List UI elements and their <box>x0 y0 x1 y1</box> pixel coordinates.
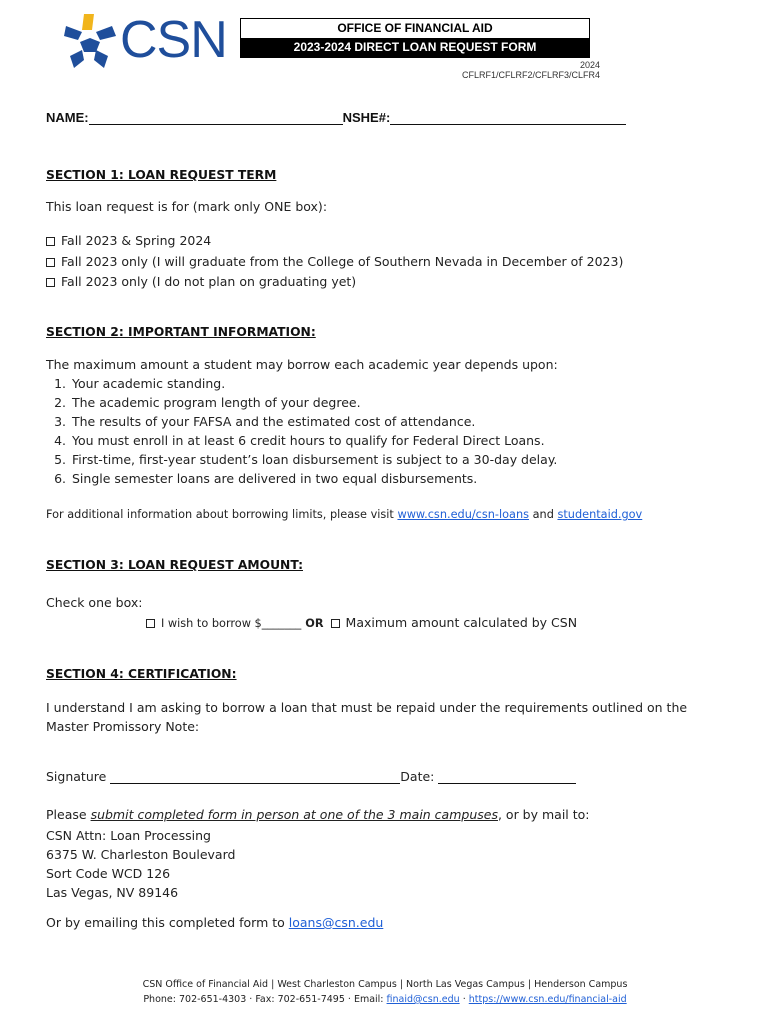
more-info-text: For additional information about borrowing limits, please visit <box>46 508 394 521</box>
term-option-3[interactable] <box>46 274 356 289</box>
checkbox-icon[interactable] <box>46 278 55 287</box>
term-option-1[interactable] <box>46 233 211 248</box>
section3-instruction: Check one box: <box>46 595 143 610</box>
form-header-box <box>240 18 590 58</box>
and-text: and <box>532 508 554 521</box>
submission-instruction <box>46 807 590 822</box>
name-label: NAME: <box>46 110 89 125</box>
submission-prefix: Please <box>46 807 87 822</box>
checkbox-icon[interactable] <box>46 258 55 267</box>
amount-options <box>146 615 577 630</box>
term-option-2[interactable] <box>46 254 623 269</box>
checkbox-icon[interactable] <box>146 619 155 628</box>
address-line: 6375 W. Charleston Boulevard <box>46 847 236 862</box>
finaid-email-link[interactable]: finaid@csn.edu <box>386 994 460 1005</box>
nshe-field[interactable] <box>390 111 626 125</box>
loans-email-link[interactable]: loans@csn.edu <box>288 915 384 930</box>
submission-suffix: , or by mail to: <box>497 807 590 822</box>
email-prefix: Or by emailing this completed form to <box>46 915 285 930</box>
list-item: 1. Your academic standing. <box>70 374 726 393</box>
section1-heading: SECTION 1: LOAN REQUEST TERM <box>46 168 277 182</box>
footer-separator: · <box>462 994 466 1005</box>
footer-campuses: CSN Office of Financial Aid | West Charleston Campus | North Las Vegas Campus | Henderson Campus <box>142 979 628 990</box>
section3-heading: SECTION 3: LOAN REQUEST AMOUNT: <box>46 558 303 572</box>
checkbox-icon[interactable] <box>46 237 55 246</box>
list-item: 4. You must enroll in at least 6 credit hours to qualify for Federal Direct Loans. <box>70 431 726 450</box>
email-line <box>46 915 383 930</box>
section2-heading: SECTION 2: IMPORTANT INFORMATION: <box>46 325 316 339</box>
address-line: Sort Code WCD 126 <box>46 866 171 881</box>
csn-logo <box>62 11 227 70</box>
date-field[interactable] <box>438 770 576 784</box>
star-icon <box>62 12 118 70</box>
signature-field[interactable] <box>110 770 400 784</box>
date-label: Date: <box>400 769 435 784</box>
section1-instruction: This loan request is for (mark only ONE box): <box>46 199 328 214</box>
term-option-label: Fall 2023 & Spring 2024 <box>61 233 212 248</box>
submission-emphasis: submit completed form in person at one of the 3 main campuses <box>90 807 498 822</box>
nshe-label: NSHE#: <box>342 110 391 125</box>
list-item: 2. The academic program length of your degree. <box>70 393 726 412</box>
borrowing-factors-list <box>26 374 726 488</box>
borrow-option[interactable] <box>146 615 301 630</box>
financial-aid-url-link[interactable]: https://www.csn.edu/financial-aid <box>468 994 627 1005</box>
logo-wordmark: CSN <box>120 11 227 69</box>
csn-loans-link[interactable]: www.csn.edu/csn-loans <box>397 508 530 521</box>
address-line: Las Vegas, NV 89146 <box>46 885 179 900</box>
list-item: 3. The results of your FAFSA and the estimated cost of attendance. <box>70 412 726 431</box>
term-option-label: Fall 2023 only (I will graduate from the College of Southern Nevada in December of 2023) <box>61 254 624 269</box>
term-option-label: Fall 2023 only (I do not plan on graduating yet) <box>61 274 357 289</box>
form-codes: 2024 CFLRF1/CFLRF2/CFLRF3/CLFR4 <box>461 60 600 80</box>
section2-intro: The maximum amount a student may borrow each academic year depends upon: <box>46 357 558 372</box>
address-line: CSN Attn: Loan Processing <box>46 828 211 843</box>
form-title: 2023-2024 DIRECT LOAN REQUEST FORM <box>241 38 589 57</box>
section4-heading: SECTION 4: CERTIFICATION: <box>46 667 237 681</box>
max-option[interactable] <box>328 615 578 630</box>
max-option-label: Maximum amount calculated by CSN <box>345 615 578 630</box>
office-title: OFFICE OF FINANCIAL AID <box>337 21 493 35</box>
checkbox-icon[interactable] <box>331 619 340 628</box>
list-item: 5. First-time, first-year student’s loan disbursement is subject to a 30-day delay. <box>70 450 726 469</box>
footer-contact <box>0 992 770 1007</box>
footer <box>0 977 770 1007</box>
footer-phone: Phone: 702-651-4303 · Fax: 702-651-7495 · Email: <box>143 994 384 1005</box>
borrow-option-label: I wish to borrow $_______ <box>161 617 302 630</box>
name-field[interactable] <box>89 111 343 125</box>
studentaid-link[interactable]: studentaid.gov <box>557 508 643 521</box>
more-info-line <box>46 508 642 521</box>
identity-line <box>46 110 626 125</box>
list-item: 6. Single semester loans are delivered in two equal disbursements. <box>70 469 726 488</box>
signature-label: Signature <box>46 769 107 784</box>
mailing-address <box>46 826 235 902</box>
signature-line <box>46 769 576 784</box>
certification-statement: I understand I am asking to borrow a loan that must be repaid under the requirements outlined on the Master Promissory Note: <box>46 700 688 734</box>
or-text: OR <box>305 617 324 630</box>
